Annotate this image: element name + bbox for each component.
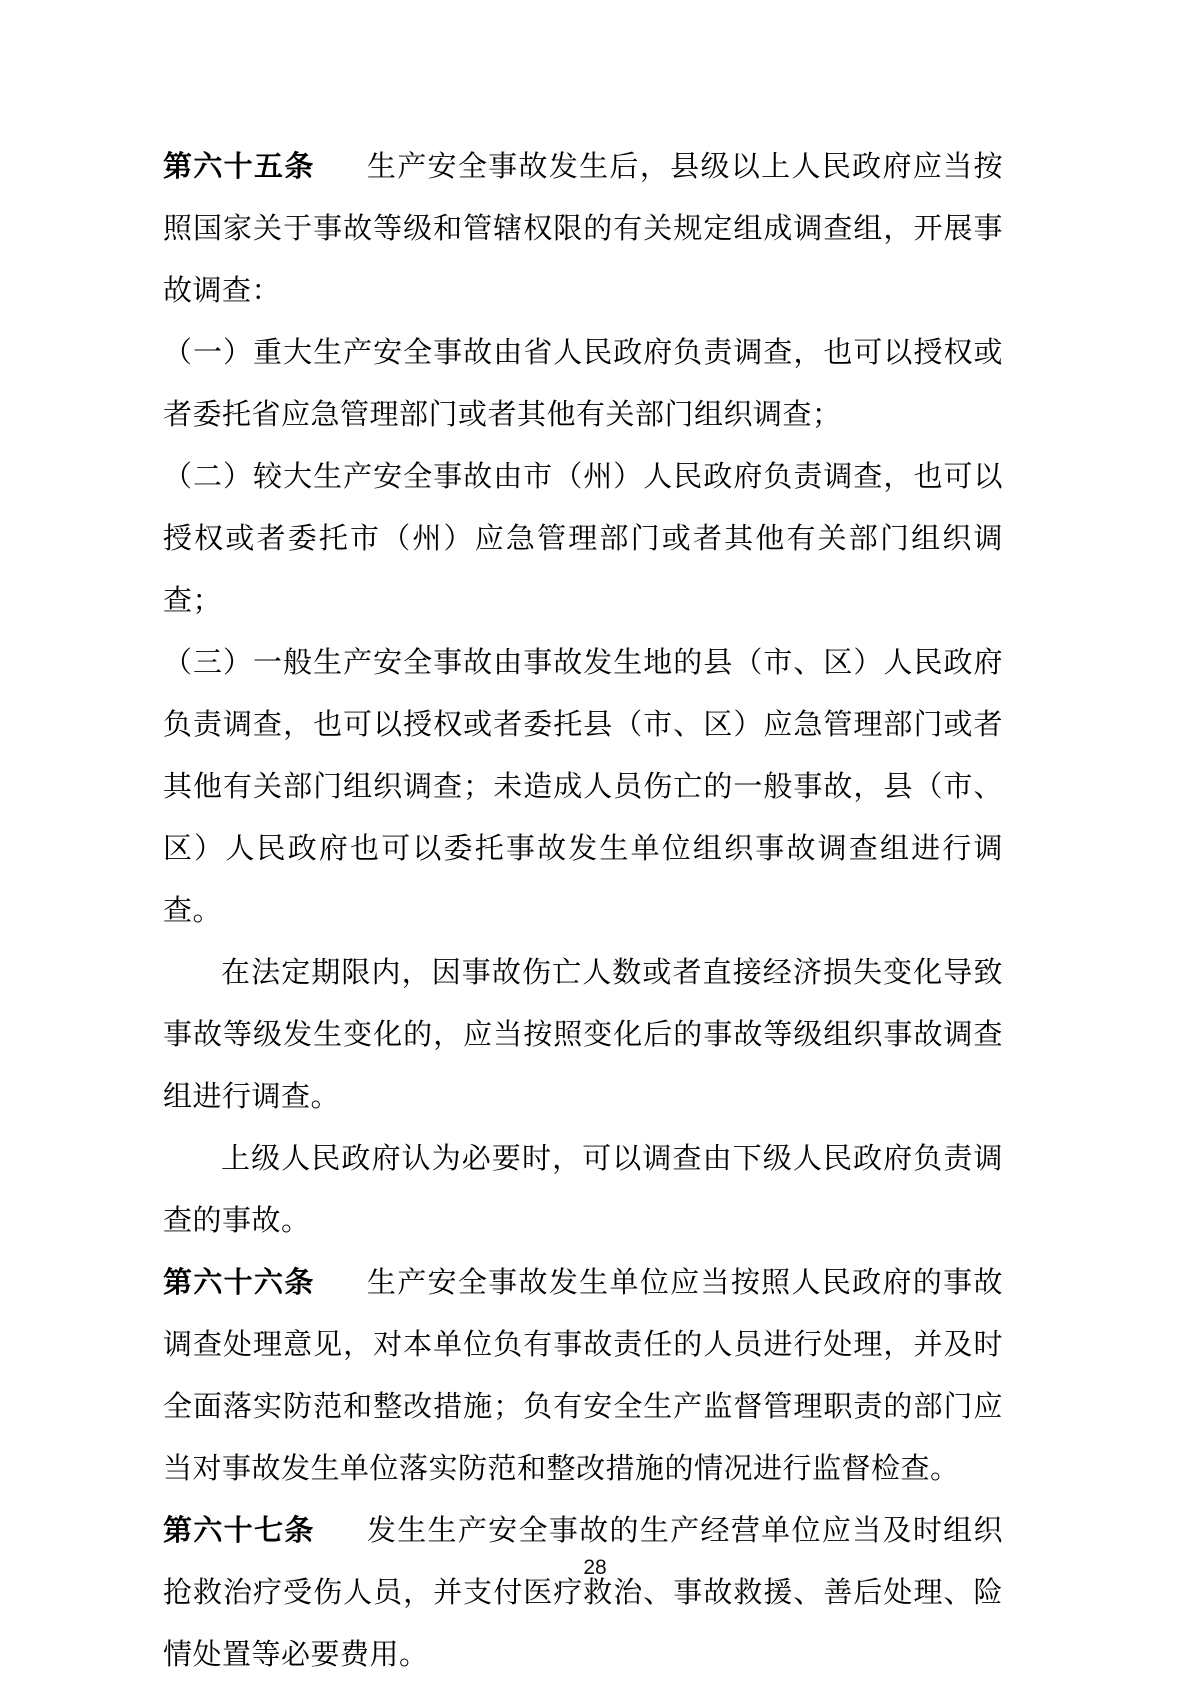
list-item-paragraph: （三）一般生产安全事故由事故发生地的县（市、区）人民政府负责调查，也可以授权或者委托县（市、区）应急管理部门或者其他有关部门组织调查；未造成人员伤亡的一般事故，县（市、区）人民政府也可以委托事故发生单位组织事故调查组进行调查。 <box>163 647 1003 927</box>
indented-paragraph: 在法定期限内，因事故伤亡人数或者直接经济损失变化导致事故等级发生变化的，应当按照变化后的事故等级组织事故调查组进行调查。 <box>163 957 1003 1113</box>
article-body-text: 发生生产安全事故的生产经营单位应当及时组织抢救治疗受伤人员，并支付医疗救治、事故救援、善后处理、险情处置等必要费用。 <box>163 1515 1003 1671</box>
page-number: 28 <box>583 1556 607 1579</box>
indented-paragraph: 上级人民政府认为必要时，可以调查由下级人民政府负责调查的事故。 <box>163 1143 1003 1237</box>
article-number-heading: 第六十五条 <box>163 151 315 183</box>
list-item-paragraph: （一）重大生产安全事故由省人民政府负责调查，也可以授权或者委托省应急管理部门或者其他有关部门组织调查； <box>163 337 1003 431</box>
article-number-heading: 第六十六条 <box>163 1267 315 1299</box>
article-paragraph <box>163 1500 1003 1686</box>
article-body-text: 生产安全事故发生后，县级以上人民政府应当按照国家关于事故等级和管辖权限的有关规定组成调查组，开展事故调查： <box>163 151 1003 307</box>
article-paragraph <box>163 136 1003 322</box>
article-body-text: 生产安全事故发生单位应当按照人民政府的事故调查处理意见，对本单位负有事故责任的人员进行处理，并及时全面落实防范和整改措施；负有安全生产监督管理职责的部门应当对事故发生单位落实防范和整改措施的情况进行监督检查。 <box>163 1267 1003 1485</box>
document-content <box>163 136 1003 1686</box>
article-paragraph <box>163 1252 1003 1500</box>
article-number-heading: 第六十七条 <box>163 1515 315 1547</box>
list-item-paragraph: （二）较大生产安全事故由市（州）人民政府负责调查，也可以授权或者委托市（州）应急管理部门或者其他有关部门组织调查； <box>163 461 1003 617</box>
page-footer <box>0 1556 1190 1580</box>
